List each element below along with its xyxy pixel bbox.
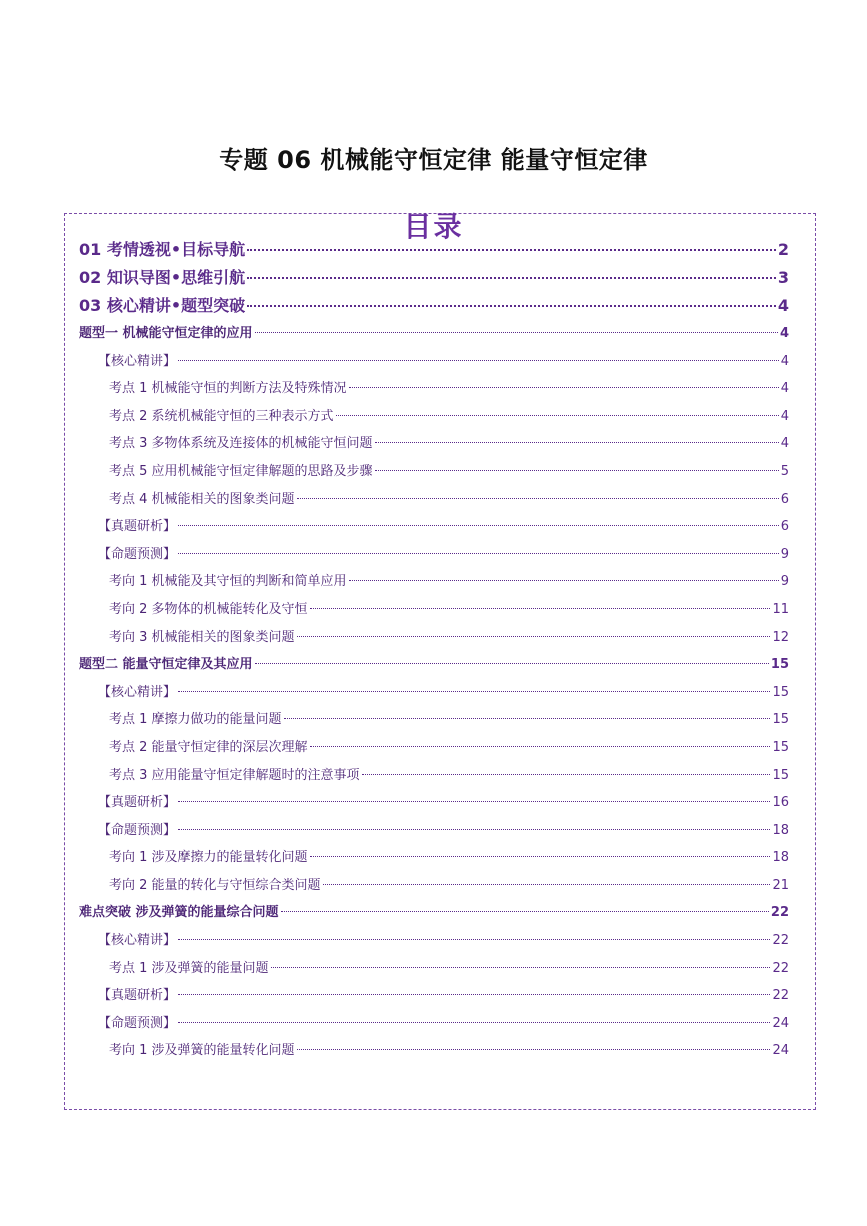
toc-entry[interactable] <box>79 348 789 376</box>
toc-entry-label: 【真题研析】 <box>98 795 177 811</box>
toc-entry-page-number: 5 <box>780 463 789 479</box>
toc-dot-leader <box>310 856 771 857</box>
toc-entry-page-number: 24 <box>772 1043 789 1059</box>
toc-entry[interactable] <box>79 236 789 264</box>
toc-dot-leader <box>271 967 771 968</box>
toc-dot-leader <box>336 415 779 416</box>
toc-dot-leader <box>255 332 778 333</box>
toc-entry-page-number: 24 <box>772 1015 789 1031</box>
toc-entry-label: 【核心精讲】 <box>98 933 177 949</box>
toc-heading: 目录 <box>403 210 464 243</box>
toc-dot-leader <box>178 525 779 526</box>
toc-entry-page-number: 4 <box>780 353 789 369</box>
toc-entry-label: 考向 1 涉及摩擦力的能量转化问题 <box>109 850 308 866</box>
toc-entry-page-number: 22 <box>772 960 789 976</box>
toc-entry-label: 【命题预测】 <box>98 546 177 562</box>
toc-entry[interactable] <box>79 955 789 983</box>
toc-dot-leader <box>362 774 771 775</box>
toc-entry[interactable] <box>79 982 789 1010</box>
toc-dot-leader <box>310 608 771 609</box>
toc-entry-label: 题型一 机械能守恒定律的应用 <box>79 326 253 341</box>
toc-dot-leader <box>178 994 770 995</box>
toc-dot-leader <box>178 801 770 802</box>
toc-entry[interactable] <box>79 651 789 679</box>
toc-entry[interactable] <box>79 292 789 320</box>
page-title: 专题 06 机械能守恒定律 能量守恒定律 <box>219 146 648 174</box>
toc-dot-leader <box>178 691 770 692</box>
toc-entry-page-number: 22 <box>772 933 789 949</box>
toc-entry-page-number: 15 <box>772 767 789 783</box>
toc-entry-label: 考点 1 摩擦力做功的能量问题 <box>109 712 282 728</box>
toc-dot-leader <box>178 553 779 554</box>
toc-dot-leader <box>284 718 771 719</box>
toc-entry-label: 【核心精讲】 <box>98 353 177 369</box>
toc-entry-label: 【真题研析】 <box>98 988 177 1004</box>
toc-entry-page-number: 21 <box>772 877 789 893</box>
toc-entry-label: 【命题预测】 <box>98 822 177 838</box>
toc-entry-page-number: 22 <box>772 988 789 1004</box>
toc-entry[interactable] <box>79 844 789 872</box>
toc-entry-page-number: 4 <box>777 296 789 315</box>
toc-entry-label: 考点 3 多物体系统及连接体的机械能守恒问题 <box>109 436 373 452</box>
toc-entry[interactable] <box>79 430 789 458</box>
toc-entry-page-number: 6 <box>780 519 789 535</box>
toc-entry[interactable] <box>79 375 789 403</box>
toc-entry-page-number: 18 <box>772 822 789 838</box>
toc-entry[interactable] <box>79 789 789 817</box>
toc-entry-label: 01 考情透视•目标导航 <box>79 240 246 259</box>
toc-entry[interactable] <box>79 486 789 514</box>
toc-entry-label: 考向 1 涉及弹簧的能量转化问题 <box>109 1043 295 1059</box>
toc-entry-page-number: 9 <box>780 546 789 562</box>
toc-entry-label: 考点 1 涉及弹簧的能量问题 <box>109 960 269 976</box>
toc-entry[interactable] <box>79 458 789 486</box>
toc-entry-page-number: 3 <box>777 268 789 287</box>
toc-entry[interactable] <box>79 1010 789 1038</box>
toc-entry-page-number: 11 <box>772 601 789 617</box>
toc-entry-label: 考向 2 能量的转化与守恒综合类问题 <box>109 877 321 893</box>
toc-entry-page-number: 18 <box>772 850 789 866</box>
toc-dot-leader <box>310 746 771 747</box>
toc-entry[interactable] <box>79 679 789 707</box>
toc-dot-leader <box>375 470 779 471</box>
toc-entry-page-number: 15 <box>772 684 789 700</box>
toc-entry[interactable] <box>79 734 789 762</box>
toc-entry-page-number: 22 <box>770 905 789 921</box>
toc-entry-label: 考向 3 机械能相关的图象类问题 <box>109 629 295 645</box>
toc-entry[interactable] <box>79 899 789 927</box>
toc-entry-page-number: 12 <box>772 629 789 645</box>
toc-dot-leader <box>178 939 770 940</box>
toc-entry-label: 考点 5 应用机械能守恒定律解题的思路及步骤 <box>109 463 373 479</box>
toc-entry-label: 02 知识导图•思维引航 <box>79 268 246 287</box>
toc-dot-leader <box>297 636 771 637</box>
toc-entry-label: 【真题研析】 <box>98 519 177 535</box>
toc-entry-page-number: 4 <box>779 326 789 341</box>
toc-entry-label: 考向 1 机械能及其守恒的判断和简单应用 <box>109 574 347 590</box>
toc-entry[interactable] <box>79 320 789 348</box>
toc-dot-leader <box>255 663 769 664</box>
toc-entry-page-number: 6 <box>780 491 789 507</box>
table-of-contents <box>79 236 789 1065</box>
toc-entry[interactable] <box>79 403 789 431</box>
toc-entry-label: 考点 2 系统机械能守恒的三种表示方式 <box>109 408 334 424</box>
toc-dot-leader <box>349 580 779 581</box>
toc-entry-page-number: 15 <box>772 712 789 728</box>
toc-entry[interactable] <box>79 706 789 734</box>
toc-entry-label: 题型二 能量守恒定律及其应用 <box>79 657 253 673</box>
toc-entry[interactable] <box>79 762 789 790</box>
toc-entry-page-number: 15 <box>770 657 789 673</box>
toc-dot-leader <box>178 1022 770 1023</box>
toc-entry[interactable] <box>79 568 789 596</box>
toc-entry[interactable] <box>79 872 789 900</box>
toc-entry-page-number: 4 <box>780 436 789 452</box>
toc-dot-leader <box>178 360 779 361</box>
toc-entry[interactable] <box>79 264 789 292</box>
toc-entry-label: 难点突破 涉及弹簧的能量综合问题 <box>79 905 279 921</box>
toc-entry-page-number: 2 <box>777 240 789 259</box>
toc-entry-label: 考点 1 机械能守恒的判断方法及特殊情况 <box>109 381 347 397</box>
toc-entry-page-number: 15 <box>772 739 789 755</box>
toc-dot-leader <box>297 498 779 499</box>
toc-entry-label: 考点 4 机械能相关的图象类问题 <box>109 491 295 507</box>
toc-entry[interactable] <box>79 513 789 541</box>
toc-dot-leader <box>349 387 779 388</box>
toc-entry-label: 考向 2 多物体的机械能转化及守恒 <box>109 601 308 617</box>
toc-dot-leader <box>247 249 776 251</box>
toc-entry-label: 【核心精讲】 <box>98 684 177 700</box>
toc-dot-leader <box>178 829 770 830</box>
toc-dot-leader <box>297 1049 771 1050</box>
toc-entry[interactable] <box>79 927 789 955</box>
toc-entry[interactable] <box>79 1037 789 1065</box>
toc-entry-label: 【命题预测】 <box>98 1015 177 1031</box>
toc-entry-page-number: 9 <box>780 574 789 590</box>
toc-dot-leader <box>375 442 779 443</box>
toc-dot-leader <box>281 911 769 912</box>
toc-entry[interactable] <box>79 596 789 624</box>
toc-entry-page-number: 4 <box>780 408 789 424</box>
toc-dot-leader <box>247 277 776 279</box>
toc-dot-leader <box>247 305 776 307</box>
toc-entry-label: 考点 2 能量守恒定律的深层次理解 <box>109 739 308 755</box>
toc-entry-label: 考点 3 应用能量守恒定律解题时的注意事项 <box>109 767 360 783</box>
toc-entry-page-number: 16 <box>772 795 789 811</box>
toc-entry-label: 03 核心精讲•题型突破 <box>79 296 246 315</box>
toc-entry-page-number: 4 <box>780 381 789 397</box>
toc-dot-leader <box>323 884 771 885</box>
toc-entry[interactable] <box>79 817 789 845</box>
toc-entry[interactable] <box>79 541 789 569</box>
toc-entry[interactable] <box>79 624 789 652</box>
